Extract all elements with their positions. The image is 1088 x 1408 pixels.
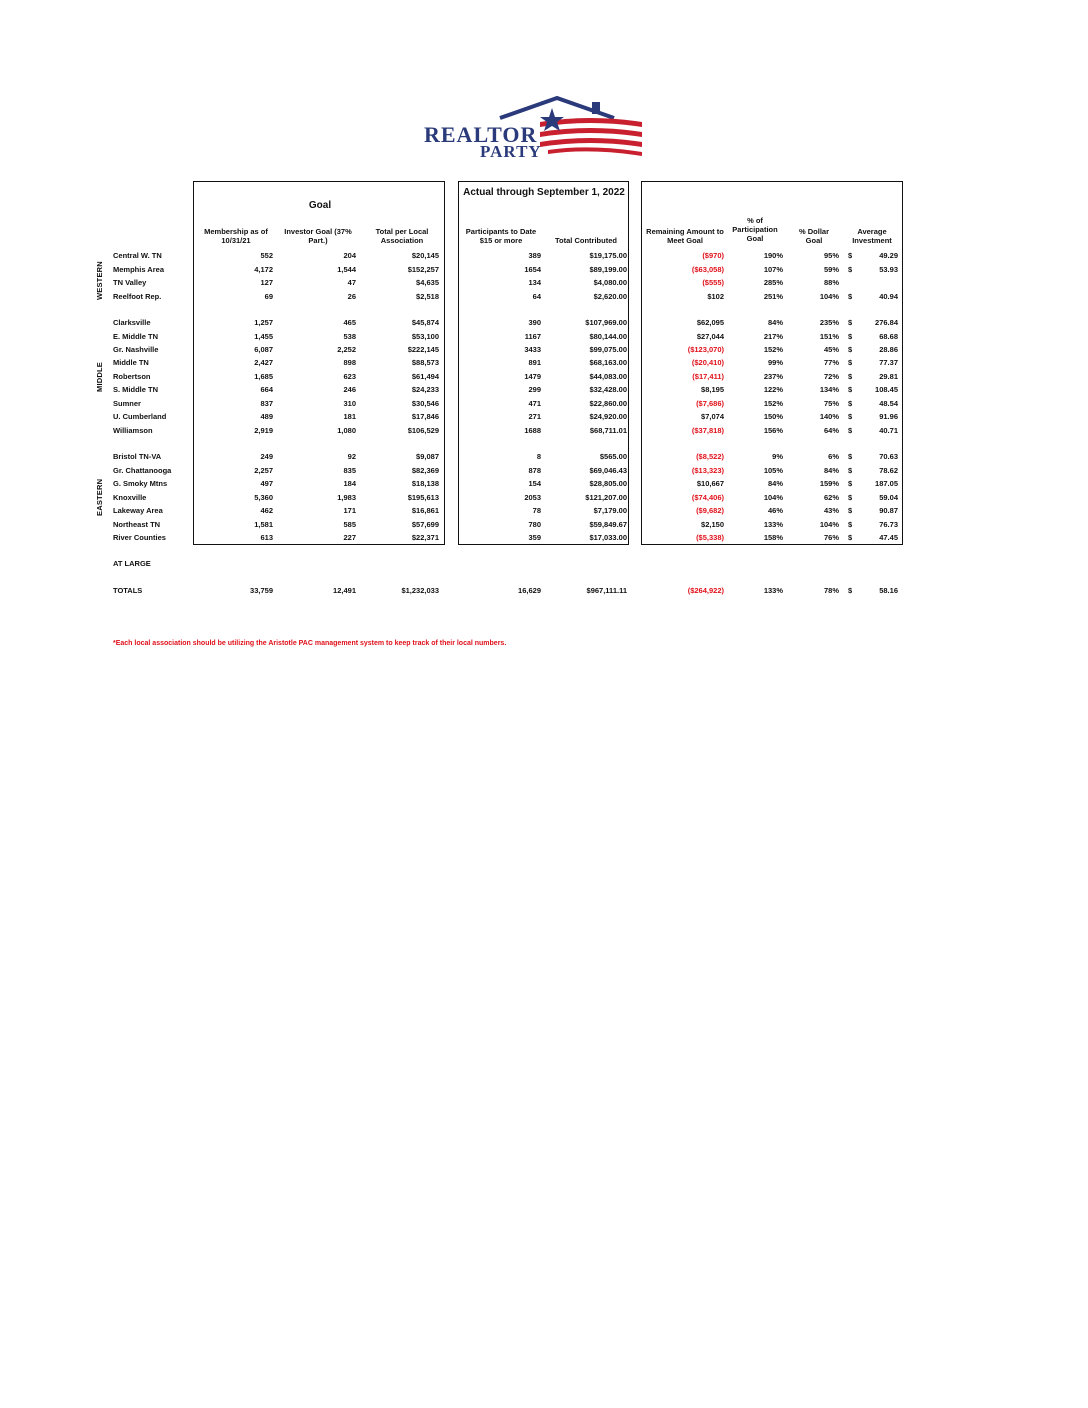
row-dollar-sign: $ — [848, 493, 853, 502]
row-membership: 497 — [260, 479, 273, 488]
row-total-per-local: $24,233 — [411, 385, 439, 394]
totals-membership: 33,759 — [250, 586, 273, 595]
row-pct-dollar: 45% — [823, 345, 839, 354]
row-total-per-local: $88,573 — [411, 358, 439, 367]
row-remaining: ($20,410) — [691, 358, 724, 367]
row-membership: 552 — [260, 251, 273, 260]
row-participants: 359 — [528, 533, 541, 542]
row-dollar-sign: $ — [848, 466, 853, 475]
row-investor-goal: 310 — [343, 399, 356, 408]
row-total-contributed: $17,033.00 — [589, 533, 627, 542]
row-dollar-sign: $ — [848, 372, 853, 381]
goal-title: Goal — [308, 200, 332, 211]
row-membership: 1,257 — [254, 318, 273, 327]
row-total-contributed: $19,175.00 — [589, 251, 627, 260]
row-membership: 249 — [260, 452, 273, 461]
row-pct-participation: 122% — [763, 385, 783, 394]
row-total-per-local: $152,257 — [407, 265, 439, 274]
row-dollar-sign: $ — [848, 479, 853, 488]
row-investor-goal: 181 — [343, 412, 356, 421]
row-remaining: $2,150 — [701, 520, 724, 529]
row-total-per-local: $57,699 — [411, 520, 439, 529]
row-dollar-sign: $ — [848, 265, 853, 274]
row-avg-investment: 78.62 — [879, 466, 898, 475]
row-investor-goal: 835 — [343, 466, 356, 475]
row-investor-goal: 585 — [343, 520, 356, 529]
row-avg-investment: 108.45 — [875, 385, 898, 394]
row-remaining: $8,195 — [701, 385, 724, 394]
row-pct-participation: 104% — [763, 493, 783, 502]
row-investor-goal: 2,252 — [337, 345, 356, 354]
row-remaining: ($74,406) — [691, 493, 724, 502]
row-participants: 891 — [528, 358, 541, 367]
row-membership: 1,685 — [254, 372, 273, 381]
row-participants: 8 — [536, 452, 541, 461]
header-remaining: Remaining Amount to Meet Goal — [646, 227, 724, 245]
row-association-name: Middle TN — [113, 358, 149, 367]
row-pct-dollar: 76% — [823, 533, 839, 542]
row-avg-investment: 70.63 — [879, 452, 898, 461]
row-investor-goal: 1,544 — [337, 265, 356, 274]
row-investor-goal: 47 — [347, 278, 356, 287]
row-avg-investment: 68.68 — [879, 332, 898, 341]
totals-investor-goal: 12,491 — [333, 586, 356, 595]
row-investor-goal: 1,983 — [337, 493, 356, 502]
row-total-contributed: $99,075.00 — [589, 345, 627, 354]
row-pct-participation: 99% — [767, 358, 783, 367]
row-pct-dollar: 62% — [823, 493, 839, 502]
row-membership: 5,360 — [254, 493, 273, 502]
row-dollar-sign: $ — [848, 533, 853, 542]
logo-text-party: PARTY — [480, 142, 542, 161]
totals-avg-investment: 58.16 — [879, 586, 898, 595]
row-participants: 390 — [528, 318, 541, 327]
row-participants: 878 — [528, 466, 541, 475]
row-association-name: Central W. TN — [113, 251, 162, 260]
row-pct-dollar: 75% — [823, 399, 839, 408]
row-membership: 6,087 — [254, 345, 273, 354]
row-pct-dollar: 6% — [828, 452, 839, 461]
row-remaining: ($17,411) — [692, 372, 724, 381]
totals-association-name: TOTALS — [113, 586, 143, 595]
row-membership: 69 — [264, 292, 273, 301]
row-total-contributed: $32,428.00 — [589, 385, 627, 394]
row-pct-participation: 46% — [767, 506, 783, 515]
totals-dollar-sign: $ — [848, 586, 853, 595]
row-avg-investment: 276.84 — [875, 318, 898, 327]
row-pct-participation: 217% — [763, 332, 783, 341]
row-avg-investment: 90.87 — [879, 506, 898, 515]
row-participants: 2053 — [524, 493, 541, 502]
row-total-per-local: $195,613 — [407, 493, 439, 502]
row-association-name: S. Middle TN — [113, 385, 158, 394]
totals-pct-dollar: 78% — [823, 586, 839, 595]
row-investor-goal: 204 — [343, 251, 356, 260]
row-pct-participation: 251% — [763, 292, 783, 301]
row-avg-investment: 77.37 — [879, 358, 898, 367]
row-avg-investment: 40.71 — [879, 426, 898, 435]
row-total-per-local: $45,874 — [411, 318, 439, 327]
row-pct-participation: 150% — [763, 412, 783, 421]
row-association-name: G. Smoky Mtns — [113, 479, 168, 488]
row-pct-participation: 84% — [767, 479, 783, 488]
row-pct-participation: 9% — [772, 452, 783, 461]
row-pct-participation: 107% — [763, 265, 783, 274]
row-investor-goal: 898 — [343, 358, 356, 367]
row-total-per-local: $82,369 — [411, 466, 439, 475]
row-investor-goal: 1,080 — [337, 426, 356, 435]
row-dollar-sign: $ — [848, 251, 853, 260]
header-pct-dollar: % Dollar Goal — [798, 227, 829, 245]
row-investor-goal: 92 — [347, 452, 356, 461]
row-investor-goal: 623 — [343, 372, 356, 381]
row-investor-goal: 171 — [343, 506, 356, 515]
row-total-contributed: $565.00 — [599, 452, 627, 461]
row-avg-investment: 29.81 — [879, 372, 898, 381]
region-label-middle: MIDDLE — [95, 362, 104, 392]
row-total-per-local: $53,100 — [411, 332, 439, 341]
row-participants: 1479 — [524, 372, 541, 381]
row-dollar-sign: $ — [848, 412, 853, 421]
row-participants: 471 — [528, 399, 541, 408]
row-avg-investment: 91.96 — [879, 412, 898, 421]
row-pct-dollar: 235% — [819, 318, 839, 327]
row-pct-dollar: 43% — [823, 506, 839, 515]
row-total-per-local: $4,635 — [416, 278, 439, 287]
row-pct-participation: 105% — [763, 466, 783, 475]
row-pct-dollar: 159% — [819, 479, 839, 488]
row-dollar-sign: $ — [848, 292, 853, 301]
totals-total-contributed: $967,111.11 — [586, 586, 627, 595]
row-association-name: Reelfoot Rep. — [113, 292, 162, 301]
footnote: *Each local association should be utilizing the Aristotle PAC management system to keep track of their local numbers. — [113, 640, 507, 647]
row-association-name: River Counties — [113, 533, 166, 542]
row-total-contributed: $68,711.01 — [589, 426, 627, 435]
row-participants: 1167 — [524, 332, 541, 341]
row-investor-goal: 26 — [347, 292, 356, 301]
row-total-contributed: $4,080.00 — [593, 278, 627, 287]
row-participants: 78 — [532, 506, 541, 515]
row-association-name: Knoxville — [113, 493, 147, 502]
row-avg-investment: 48.54 — [879, 399, 898, 408]
row-total-per-local: $106,529 — [407, 426, 439, 435]
row-association-name: Gr. Chattanooga — [113, 466, 172, 475]
realtor-party-logo — [420, 92, 650, 164]
row-participants: 1654 — [524, 265, 541, 274]
row-participants: 154 — [528, 479, 541, 488]
row-participants: 134 — [528, 278, 541, 287]
actual-title: Actual through September 1, 2022 — [463, 187, 625, 198]
row-remaining: $62,095 — [696, 318, 724, 327]
row-remaining: ($123,070) — [687, 345, 724, 354]
row-avg-investment: 47.45 — [879, 533, 898, 542]
row-avg-investment: 76.73 — [879, 520, 898, 529]
row-remaining: ($63,058) — [691, 265, 724, 274]
row-membership: 489 — [260, 412, 273, 421]
row-pct-participation: 156% — [763, 426, 783, 435]
row-membership: 2,257 — [254, 466, 273, 475]
row-total-contributed: $2,620.00 — [593, 292, 627, 301]
row-avg-investment: 187.05 — [875, 479, 898, 488]
row-dollar-sign: $ — [848, 399, 853, 408]
row-dollar-sign: $ — [848, 318, 853, 327]
row-dollar-sign: $ — [848, 506, 853, 515]
row-total-contributed: $24,920.00 — [589, 412, 627, 421]
row-total-contributed: $44,083.00 — [589, 372, 627, 381]
row-participants: 271 — [528, 412, 541, 421]
row-association-name: Clarksville — [113, 318, 151, 327]
row-investor-goal: 465 — [343, 318, 356, 327]
row-pct-dollar: 72% — [823, 372, 839, 381]
row-investor-goal: 538 — [343, 332, 356, 341]
row-total-per-local: $222,145 — [407, 345, 439, 354]
row-association-name: Williamson — [113, 426, 153, 435]
row-total-contributed: $107,969.00 — [585, 318, 627, 327]
row-investor-goal: 246 — [343, 385, 356, 394]
row-avg-investment: 49.29 — [879, 251, 898, 260]
row-total-per-local: $61,494 — [411, 372, 439, 381]
row-total-contributed: $69,046.43 — [589, 466, 627, 475]
row-pct-participation: 152% — [763, 399, 783, 408]
row-total-contributed: $22,860.00 — [589, 399, 627, 408]
row-participants: 3433 — [524, 345, 541, 354]
row-remaining: ($37,818) — [691, 426, 724, 435]
row-participants: 64 — [532, 292, 541, 301]
row-association-name: Lakeway Area — [113, 506, 163, 515]
row-dollar-sign: $ — [848, 520, 853, 529]
row-association-name: Gr. Nashville — [113, 345, 159, 354]
row-pct-dollar: 134% — [819, 385, 839, 394]
row-dollar-sign: $ — [848, 358, 853, 367]
row-association-name: Robertson — [113, 372, 151, 381]
row-pct-participation: 152% — [763, 345, 783, 354]
row-total-per-local: $30,546 — [411, 399, 439, 408]
row-total-per-local: $20,145 — [411, 251, 439, 260]
row-total-contributed: $68,163.00 — [589, 358, 627, 367]
row-remaining: $7,074 — [701, 412, 724, 421]
row-total-per-local: $22,371 — [411, 533, 439, 542]
row-avg-investment: 59.04 — [879, 493, 898, 502]
row-remaining: ($970) — [702, 251, 724, 260]
row-association-name: U. Cumberland — [113, 412, 167, 421]
row-participants: 389 — [528, 251, 541, 260]
row-pct-dollar: 64% — [823, 426, 839, 435]
row-total-per-local: $17,846 — [411, 412, 439, 421]
row-association-name: Sumner — [113, 399, 141, 408]
row-pct-dollar: 88% — [823, 278, 839, 287]
header-avg-investment: Average Investment — [852, 227, 892, 245]
row-association-name: Memphis Area — [113, 265, 164, 274]
row-pct-participation: 158% — [763, 533, 783, 542]
region-label-western: WESTERN — [95, 261, 104, 300]
row-total-contributed: $89,199.00 — [589, 265, 627, 274]
row-avg-investment: 40.94 — [879, 292, 898, 301]
row-avg-investment: 28.86 — [879, 345, 898, 354]
row-total-per-local: $16,861 — [411, 506, 439, 515]
row-membership: 1,455 — [254, 332, 273, 341]
row-remaining: ($13,323) — [691, 466, 724, 475]
header-participants: Participants to Date $15 or more — [465, 227, 537, 245]
row-remaining: ($5,338) — [696, 533, 724, 542]
row-dollar-sign: $ — [848, 452, 853, 461]
row-membership: 2,427 — [254, 358, 273, 367]
logo-text-realtor: REALTOR — [424, 122, 538, 147]
row-remaining: ($7,686) — [696, 399, 724, 408]
row-pct-dollar: 151% — [819, 332, 839, 341]
row-membership: 4,172 — [254, 265, 273, 274]
row-pct-participation: 190% — [763, 251, 783, 260]
totals-remaining: ($264,922) — [687, 586, 724, 595]
row-membership: 462 — [260, 506, 273, 515]
totals-participants: 16,629 — [518, 586, 541, 595]
row-pct-dollar: 77% — [823, 358, 839, 367]
row-pct-participation: 133% — [763, 520, 783, 529]
row-membership: 613 — [260, 533, 273, 542]
row-membership: 837 — [260, 399, 273, 408]
row-participants: 1688 — [524, 426, 541, 435]
header-membership: Membership as of 10/31/21 — [204, 227, 268, 245]
row-membership: 664 — [260, 385, 273, 394]
row-association-name: TN Valley — [113, 278, 147, 287]
row-participants: 299 — [528, 385, 541, 394]
row-total-contributed: $121,207.00 — [585, 493, 627, 502]
row-dollar-sign: $ — [848, 345, 853, 354]
row-remaining: ($9,682) — [696, 506, 724, 515]
row-remaining: $102 — [707, 292, 724, 301]
header-investor-goal: Investor Goal (37% Part.) — [284, 227, 352, 245]
row-dollar-sign: $ — [848, 332, 853, 341]
row-remaining: $10,667 — [696, 479, 724, 488]
row-total-contributed: $59,849.67 — [589, 520, 627, 529]
row-pct-dollar: 140% — [819, 412, 839, 421]
row-investor-goal: 184 — [343, 479, 356, 488]
row-pct-dollar: 95% — [823, 251, 839, 260]
row-membership: 2,919 — [254, 426, 273, 435]
row-pct-participation: 237% — [763, 372, 783, 381]
row-investor-goal: 227 — [343, 533, 356, 542]
row-dollar-sign: $ — [848, 426, 853, 435]
row-total-contributed: $28,805.00 — [589, 479, 627, 488]
row-remaining: $27,044 — [696, 332, 724, 341]
row-total-per-local: $2,518 — [416, 292, 439, 301]
row-pct-dollar: 104% — [819, 292, 839, 301]
row-association-name: Bristol TN-VA — [113, 452, 162, 461]
row-remaining: ($555) — [702, 278, 724, 287]
totals-total-per-local: $1,232,033 — [401, 586, 439, 595]
row-pct-participation: 84% — [767, 318, 783, 327]
row-pct-participation: 285% — [763, 278, 783, 287]
row-membership: 1,581 — [254, 520, 273, 529]
row-total-contributed: $80,144.00 — [589, 332, 627, 341]
row-total-contributed: $7,179.00 — [593, 506, 627, 515]
totals-pct-participation: 133% — [763, 586, 783, 595]
row-association-name: E. Middle TN — [113, 332, 158, 341]
row-total-per-local: $9,087 — [416, 452, 439, 461]
row-participants: 780 — [528, 520, 541, 529]
row-avg-investment: 53.93 — [879, 265, 898, 274]
at-large-label: AT LARGE — [113, 559, 151, 568]
row-pct-dollar: 84% — [823, 466, 839, 475]
row-association-name: Northeast TN — [113, 520, 161, 529]
header-total-per-local: Total per Local Association — [375, 227, 429, 245]
row-total-per-local: $18,138 — [411, 479, 439, 488]
row-pct-dollar: 59% — [823, 265, 839, 274]
row-membership: 127 — [260, 278, 273, 287]
header-total-contributed: Total Contributed — [555, 236, 617, 245]
row-pct-dollar: 104% — [819, 520, 839, 529]
header-pct-participation: % of Participation Goal — [732, 216, 778, 243]
region-label-eastern: EASTERN — [95, 478, 104, 516]
row-remaining: ($8,522) — [696, 452, 724, 461]
row-dollar-sign: $ — [848, 385, 853, 394]
